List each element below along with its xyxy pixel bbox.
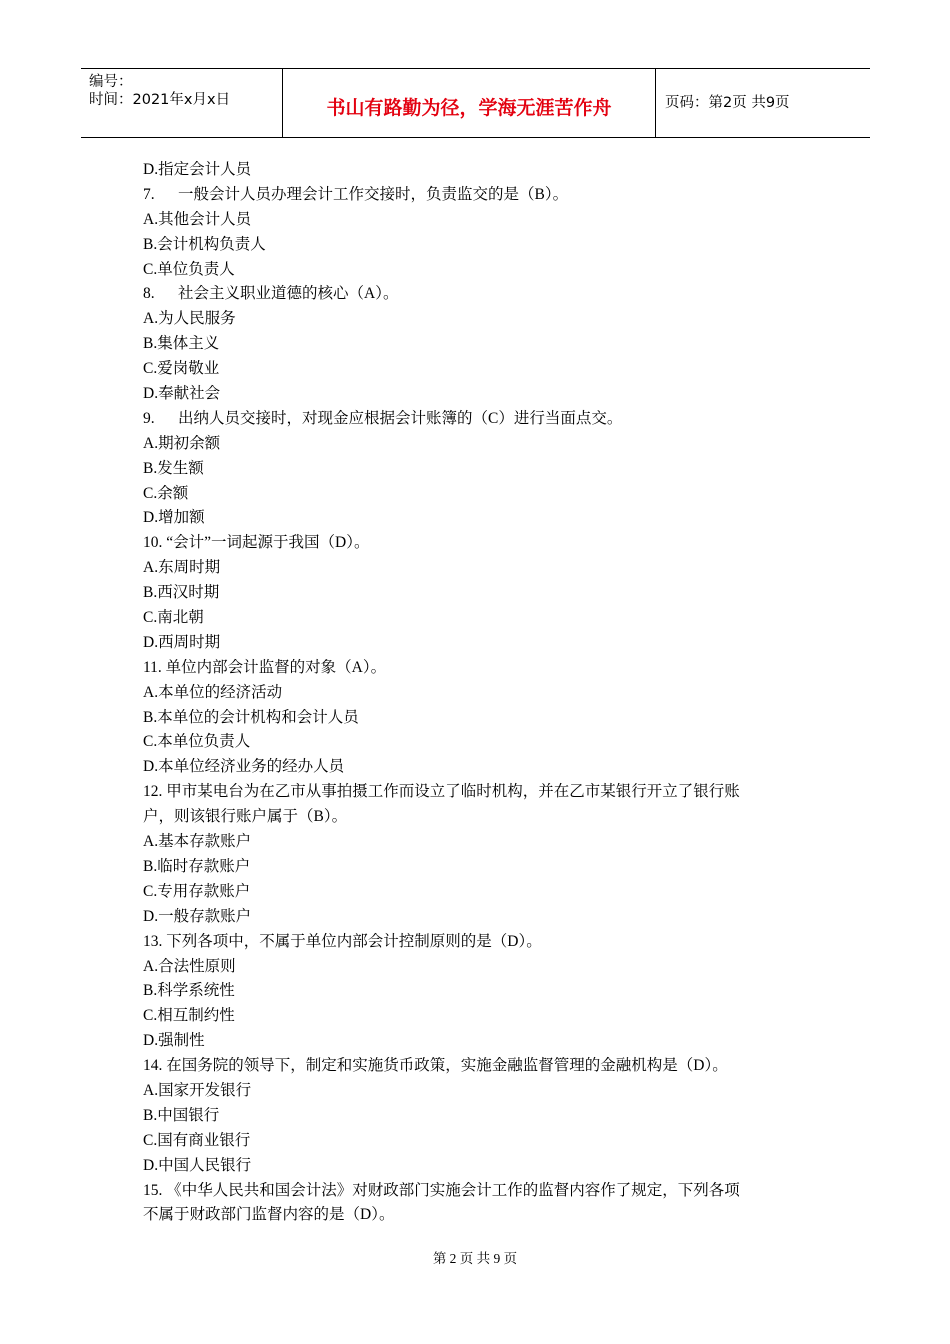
question-number: 9. <box>143 409 155 427</box>
line-text: A.东周时期 <box>143 559 221 577</box>
question-list <box>143 158 823 1228</box>
text-line <box>143 955 823 980</box>
text-line <box>143 905 823 930</box>
page-code: 页码：第2页 共9页 <box>665 95 790 111</box>
text-line <box>143 258 823 283</box>
line-text: B.科学系统性 <box>143 982 235 1000</box>
line-text: A.合法性原则 <box>143 957 236 975</box>
line-text: D.奉献社会 <box>143 385 221 403</box>
text-line <box>143 930 823 955</box>
text-line <box>143 556 823 581</box>
header-table <box>81 68 870 138</box>
text-line <box>143 706 823 731</box>
text-line <box>143 880 823 905</box>
text-line <box>143 1179 823 1204</box>
text-line <box>143 805 823 830</box>
text-line <box>143 606 823 631</box>
question-line <box>143 407 823 432</box>
text-line <box>143 158 823 183</box>
text-line <box>143 1004 823 1029</box>
line-text: A.国家开发银行 <box>143 1081 252 1099</box>
text-line <box>143 1203 823 1228</box>
text-line <box>143 506 823 531</box>
text-line <box>143 1104 823 1129</box>
text-line <box>143 432 823 457</box>
line-text: B.集体主义 <box>143 335 220 353</box>
line-text: C.南北朝 <box>143 609 204 627</box>
text-line <box>143 1079 823 1104</box>
page-footer: 第 2 页 共 9 页 <box>432 1251 518 1266</box>
text-line <box>143 755 823 780</box>
line-text: 13. 下列各项中，不属于单位内部会计控制原则的是（D）。 <box>143 932 542 950</box>
line-text: A.其他会计人员 <box>143 210 252 228</box>
date-line: 时间：2021年x月x日 <box>89 92 231 108</box>
header-right-cell <box>655 69 870 137</box>
line-text: B.中国银行 <box>143 1106 220 1124</box>
text-line <box>143 1154 823 1179</box>
text-line <box>143 1054 823 1079</box>
line-text: B.会计机构负责人 <box>143 235 266 253</box>
text-line <box>143 730 823 755</box>
line-text: C.本单位负责人 <box>143 733 251 751</box>
line-text: A.基本存款账户 <box>143 833 252 851</box>
text-line <box>143 307 823 332</box>
line-text: D.指定会计人员 <box>143 161 252 178</box>
question-number: 7. <box>143 185 155 203</box>
line-text: D.西周时期 <box>143 633 221 651</box>
question-number: 8. <box>143 285 155 303</box>
line-text: A.本单位的经济活动 <box>143 683 283 701</box>
line-text: C.国有商业银行 <box>143 1131 251 1149</box>
question-line <box>143 183 823 208</box>
line-text: 14. 在国务院的领导下，制定和实施货币政策，实施金融监督管理的金融机构是（D）。 <box>143 1057 728 1075</box>
line-text: C.相互制约性 <box>143 1007 235 1025</box>
text-line <box>143 656 823 681</box>
line-text: C.爱岗敬业 <box>143 360 220 378</box>
header-center-cell <box>282 69 656 137</box>
line-text: B.临时存款账户 <box>143 857 251 875</box>
line-text: 户，则该银行账户属于（B）。 <box>143 808 348 826</box>
text-line <box>143 332 823 357</box>
line-text: D.中国人民银行 <box>143 1156 252 1174</box>
line-text: 11. 单位内部会计监督的对象（A）。 <box>143 658 387 676</box>
text-line <box>143 457 823 482</box>
line-text: 一般会计人员办理会计工作交接时，负责监交的是（B）。 <box>178 185 569 203</box>
line-text: A.期初余额 <box>143 434 221 452</box>
motto-title: 书山有路勤为径，学海无涯苦作舟 <box>326 97 612 119</box>
text-line <box>143 1129 823 1154</box>
line-text: D.强制性 <box>143 1032 205 1050</box>
text-line <box>143 531 823 556</box>
text-line <box>143 357 823 382</box>
text-line <box>143 581 823 606</box>
line-text: B.发生额 <box>143 459 204 477</box>
text-line <box>143 979 823 1004</box>
text-line <box>143 780 823 805</box>
text-line <box>143 631 823 656</box>
text-line <box>143 233 823 258</box>
line-text: D.一般存款账户 <box>143 907 252 925</box>
text-line <box>143 482 823 507</box>
line-text: D.本单位经济业务的经办人员 <box>143 758 345 776</box>
line-text: 不属于财政部门监督内容的是（D）。 <box>143 1206 395 1224</box>
text-line <box>143 681 823 706</box>
text-line <box>143 382 823 407</box>
line-text: 出纳人员交接时，对现金应根据会计账簿的（C）进行当面点交。 <box>178 409 623 427</box>
line-text: 12. 甲市某电台为在乙市从事拍摄工作而设立了临时机构，并在乙市某银行开立了银行账 <box>143 783 740 801</box>
line-text: C.余额 <box>143 484 189 502</box>
question-line <box>143 282 823 307</box>
line-text: A.为人民服务 <box>143 310 236 328</box>
line-text: 10. “会计”一词起源于我国（D）。 <box>143 534 370 552</box>
line-text: B.西汉时期 <box>143 584 220 602</box>
text-line <box>143 1029 823 1054</box>
header-left-cell <box>81 69 281 137</box>
line-text: C.专用存款账户 <box>143 882 251 900</box>
text-line <box>143 208 823 233</box>
text-line <box>143 855 823 880</box>
serial-label: 编号： <box>89 74 133 90</box>
line-text: C.单位负责人 <box>143 260 235 278</box>
line-text: 15. 《中华人民共和国会计法》对财政部门实施会计工作的监督内容作了规定，下列各项 <box>143 1181 740 1199</box>
text-line <box>143 830 823 855</box>
line-text: D.增加额 <box>143 509 205 527</box>
line-text: B.本单位的会计机构和会计人员 <box>143 708 359 726</box>
line-text: 社会主义职业道德的核心（A）。 <box>178 285 399 303</box>
